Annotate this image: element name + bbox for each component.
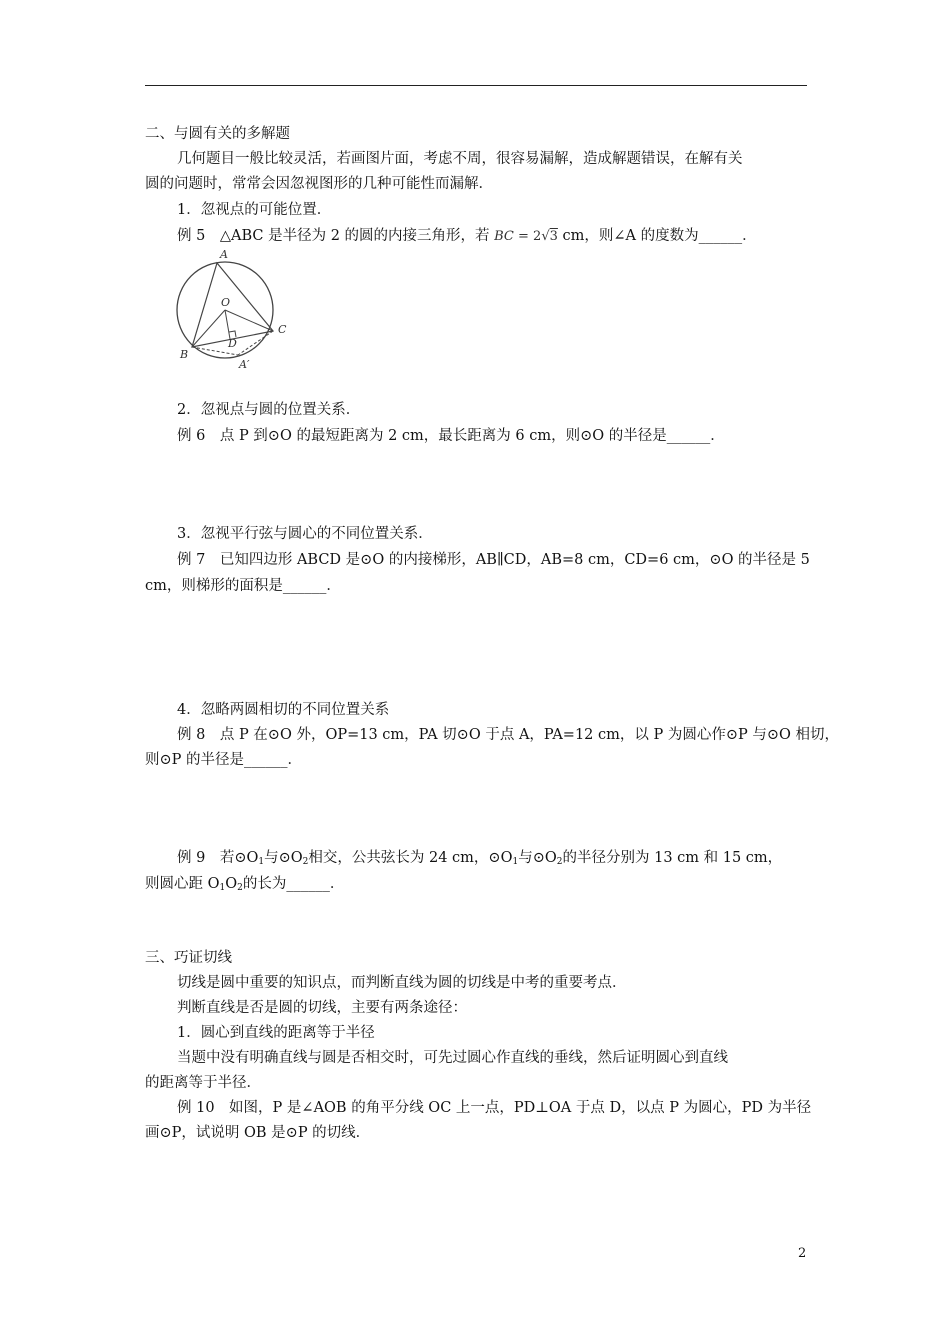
section-3-title: 三、巧证切线	[145, 950, 232, 966]
section-2-title: 二、与圆有关的多解题	[145, 126, 290, 142]
label-a: A	[220, 248, 228, 261]
sub-1: 1	[219, 883, 226, 893]
sub-1: 1	[258, 857, 265, 867]
heading-1: 1．忽视点的可能位置．	[177, 202, 332, 218]
example-5-formula	[494, 229, 558, 244]
section-3-heading-1: 1．圆心到直线的距离等于半径	[177, 1025, 375, 1041]
section-3-p4: 的距离等于半径．	[145, 1075, 261, 1091]
ex9-part-b: 与⊙O	[264, 850, 303, 866]
section-3-p2: 判断直线是否是圆的切线，主要有两条途径：	[177, 1000, 467, 1016]
example-10-line2: 画⊙P，试说明 OB 是⊙P 的切线．	[145, 1125, 371, 1141]
example-9-line1	[177, 848, 782, 872]
heading-2: 2．忽视点与圆的位置关系．	[177, 402, 361, 418]
section-2-intro-line1: 几何题目一般比较灵活，若画图片面，考虑不周，很容易漏解，造成解题错误，在解有关	[177, 151, 743, 167]
example-5-text-a: 例 5 △ABC 是半径为 2 的圆的内接三角形，若	[177, 228, 490, 244]
section-3-p3: 当题中没有明确直线与圆是否相交时，可先过圆心作直线的垂线，然后证明圆心到直线	[177, 1050, 728, 1066]
example-9-line2	[145, 874, 344, 898]
section-2-intro-line2: 圆的问题时，常常会因忽视图形的几种可能性而漏解．	[145, 176, 493, 192]
heading-3: 3．忽视平行弦与圆心的不同位置关系．	[177, 526, 433, 542]
section-3-p1: 切线是圆中重要的知识点，而判断直线为圆的切线是中考的重要考点．	[177, 975, 627, 991]
sub-2: 2	[556, 857, 563, 867]
example-8-line1: 例 8 点 P 在⊙O 外，OP=13 cm，PA 切⊙O 于点 A，PA=12 cm，以 P 为圆心作⊙P 与⊙O 相切，	[177, 727, 840, 743]
example-7-line1: 例 7 已知四边形 ABCD 是⊙O 的内接梯形，AB∥CD，AB=8 cm，CD=6 cm，⊙O 的半径是 5	[177, 552, 810, 568]
page-number: 2	[798, 1246, 807, 1261]
label-d: D	[228, 337, 237, 350]
example-7-line2: cm，则梯形的面积是______．	[145, 578, 341, 594]
example-10-line1: 例 10 如图，P 是∠AOB 的角平分线 OC 上一点，PD⊥OA 于点 D，以点 P 为圆心，PD 为半径	[177, 1100, 812, 1116]
formula-bc: BC	[494, 229, 514, 244]
example-8-line2: 则⊙P 的半径是______．	[145, 752, 303, 768]
formula-radicand: 3	[549, 229, 558, 244]
sub-2: 2	[302, 857, 309, 867]
ex9-part-f: 则圆心距 O	[145, 876, 220, 892]
ex9-part-e: 的半径分别为 13 cm 和 15 cm，	[562, 850, 783, 866]
label-b: B	[180, 348, 189, 361]
formula-coef: = 2	[518, 229, 542, 244]
heading-4: 4．忽略两圆相切的不同位置关系	[177, 702, 390, 718]
label-o: O	[221, 296, 231, 309]
ex9-part-g: O	[225, 876, 238, 892]
ex9-part-d: 与⊙O	[518, 850, 557, 866]
ex9-part-c: 相交，公共弦长为 24 cm，⊙O	[308, 850, 513, 866]
label-c: C	[278, 323, 287, 336]
triangle-abc	[192, 263, 273, 347]
segment-od	[225, 310, 230, 339]
sub-1: 1	[512, 857, 519, 867]
sub-2: 2	[237, 883, 243, 893]
label-a-prime: A′	[239, 358, 250, 371]
header-rule	[145, 85, 807, 86]
ex9-part-a: 例 9 若⊙O	[177, 850, 259, 866]
circle-triangle-figure	[170, 242, 300, 374]
segment-oc	[225, 310, 273, 331]
ex9-part-h: 的长为______．	[242, 876, 345, 892]
example-5-text-b: cm，则∠A 的度数为______．	[562, 228, 757, 244]
sqrt-icon: √	[541, 229, 550, 244]
example-6: 例 6 点 P 到⊙O 的最短距离为 2 cm，最长距离为 6 cm，则⊙O 的半径是______．	[177, 428, 725, 444]
